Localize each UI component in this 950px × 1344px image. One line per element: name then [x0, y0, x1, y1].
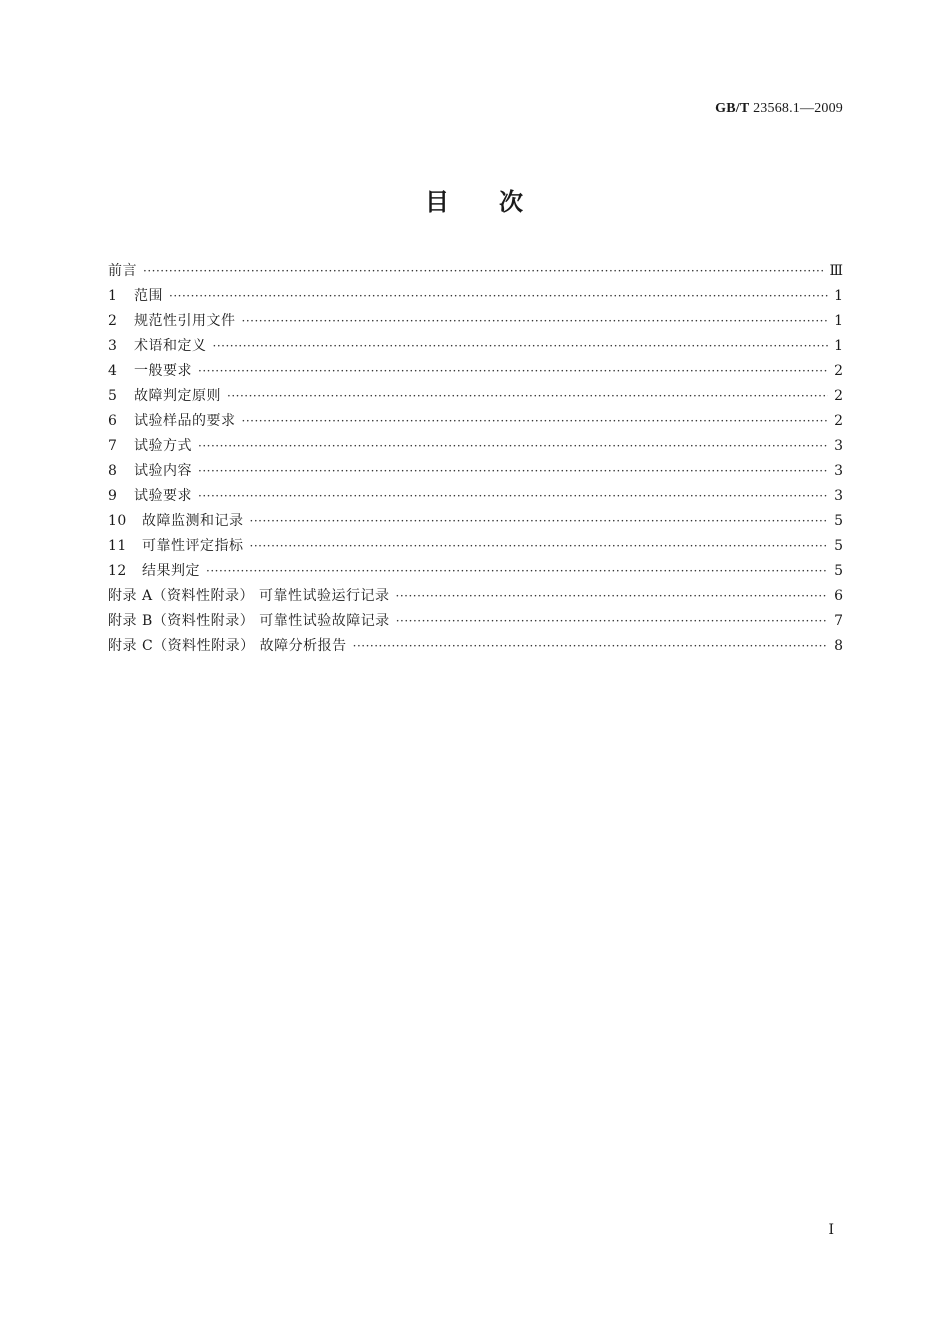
toc-entry-10[interactable]: [108, 509, 843, 534]
toc-leader-dots: [206, 559, 828, 584]
page-title-char-1: 目: [425, 188, 451, 216]
toc-entry-page: 2: [834, 413, 843, 429]
toc-entry-number: 3: [108, 338, 118, 354]
toc-leader-dots: [213, 334, 829, 359]
toc-entry-label: 可靠性评定指标: [142, 538, 244, 554]
toc-entry-number: 11: [108, 538, 127, 554]
toc-entry-page: 1: [834, 288, 843, 304]
toc-entry-label: 前言: [108, 263, 137, 279]
toc-leader-dots: [242, 309, 829, 334]
toc-entry-12[interactable]: [108, 559, 843, 584]
toc-entry-number: 5: [108, 388, 118, 404]
standard-number: [715, 101, 843, 117]
table-of-contents: [108, 259, 843, 659]
toc-entry-1[interactable]: [108, 284, 843, 309]
toc-entry-number: 2: [108, 313, 118, 329]
toc-entry-page: 5: [834, 538, 843, 554]
toc-leader-dots: [198, 434, 828, 459]
toc-entry-number: 12: [108, 563, 127, 579]
toc-entry-8[interactable]: [108, 459, 843, 484]
toc-entry-page: 5: [834, 513, 843, 529]
toc-entry-3[interactable]: [108, 334, 843, 359]
toc-leader-dots: [250, 509, 829, 534]
page-folio: Ⅰ: [828, 1222, 834, 1238]
toc-leader-dots: [198, 484, 828, 509]
toc-entry-annex-b[interactable]: [108, 609, 843, 634]
standard-code: GB/T: [715, 101, 750, 116]
standard-number-value: 23568.1—2009: [753, 101, 843, 116]
toc-entry-label: 故障监测和记录: [142, 513, 244, 529]
page-title-char-2: 次: [499, 188, 525, 216]
toc-entry-label: 试验样品的要求: [134, 413, 236, 429]
toc-entry-label: 范围: [134, 288, 163, 304]
toc-entry-page: 1: [834, 313, 843, 329]
toc-entry-page: 8: [834, 638, 843, 654]
toc-entry-page: 5: [834, 563, 843, 579]
toc-entry-label: 附录 A（资料性附录） 可靠性试验运行记录: [108, 588, 390, 604]
toc-entry-page: 3: [834, 488, 843, 504]
toc-entry-number: 7: [108, 438, 118, 454]
toc-entry-label: 一般要求: [134, 363, 192, 379]
toc-leader-dots: [198, 459, 828, 484]
toc-entry-page: 6: [834, 588, 843, 604]
toc-entry-number: 9: [108, 488, 118, 504]
toc-leader-dots: [227, 384, 828, 409]
toc-entry-label: 附录 B（资料性附录） 可靠性试验故障记录: [108, 613, 390, 629]
toc-entry-label: 结果判定: [142, 563, 200, 579]
toc-entry-foreword[interactable]: [108, 259, 843, 284]
toc-entry-5[interactable]: [108, 384, 843, 409]
toc-entry-number: 8: [108, 463, 118, 479]
toc-entry-2[interactable]: [108, 309, 843, 334]
toc-entry-label: 附录 C（资料性附录） 故障分析报告: [108, 638, 347, 654]
toc-entry-number: 1: [108, 288, 118, 304]
toc-entry-page: 3: [834, 438, 843, 454]
toc-entry-number: 4: [108, 363, 118, 379]
toc-entry-page: 3: [834, 463, 843, 479]
toc-entry-label: 试验方式: [134, 438, 192, 454]
toc-entry-6[interactable]: [108, 409, 843, 434]
toc-leader-dots: [250, 534, 829, 559]
toc-entry-label: 术语和定义: [134, 338, 207, 354]
toc-entry-page: 7: [834, 613, 843, 629]
toc-entry-page: 1: [834, 338, 843, 354]
toc-entry-9[interactable]: [108, 484, 843, 509]
toc-entry-11[interactable]: [108, 534, 843, 559]
toc-leader-dots: [169, 284, 828, 309]
toc-entry-page: 2: [834, 388, 843, 404]
toc-entry-7[interactable]: [108, 434, 843, 459]
toc-entry-number: 10: [108, 513, 127, 529]
toc-entry-page: Ⅲ: [829, 263, 843, 279]
toc-leader-dots: [353, 634, 828, 659]
toc-leader-dots: [396, 584, 829, 609]
toc-leader-dots: [198, 359, 828, 384]
toc-entry-page: 2: [834, 363, 843, 379]
toc-entry-label: 试验要求: [134, 488, 192, 504]
page-title: [0, 182, 950, 217]
toc-entry-annex-c[interactable]: [108, 634, 843, 659]
toc-entry-label: 试验内容: [134, 463, 192, 479]
toc-entry-number: 6: [108, 413, 118, 429]
toc-entry-label: 故障判定原则: [134, 388, 221, 404]
toc-leader-dots: [143, 259, 823, 284]
toc-entry-annex-a[interactable]: [108, 584, 843, 609]
toc-entry-label: 规范性引用文件: [134, 313, 236, 329]
toc-leader-dots: [242, 409, 829, 434]
toc-leader-dots: [396, 609, 828, 634]
toc-entry-4[interactable]: [108, 359, 843, 384]
